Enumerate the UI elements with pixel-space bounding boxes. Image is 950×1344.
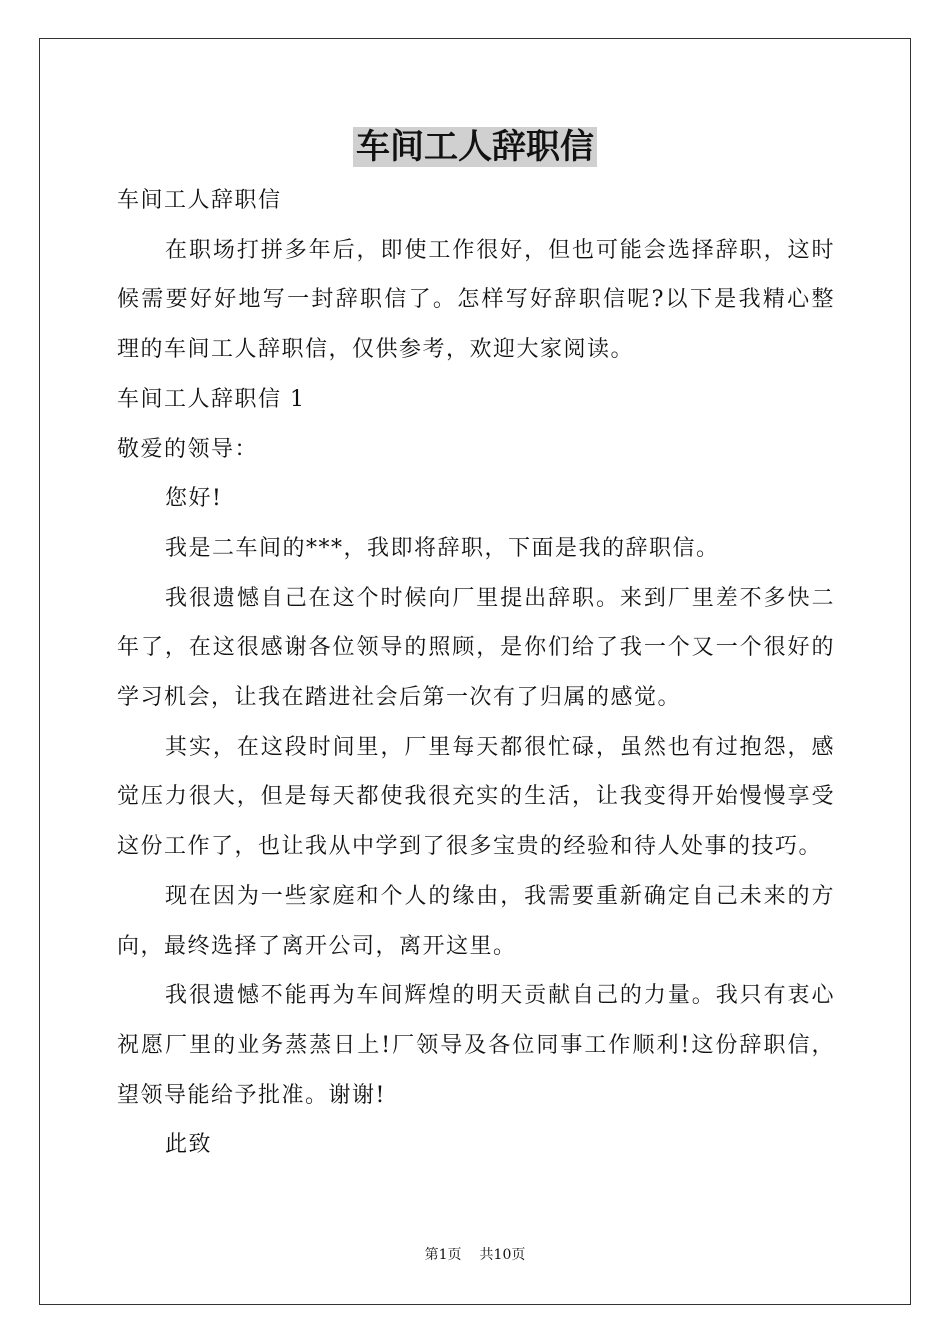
body-paragraph: 在职场打拼多年后，即使工作很好，但也可能会选择辞职，这时候需要好好地写一封辞职信了。怎样写好辞职信呢?以下是我精心整理的车间工人辞职信，仅供参考，欢迎大家阅读。 — [117, 237, 835, 363]
document-title: 车间工人辞职信 — [353, 127, 597, 167]
page-total: 共10页 — [479, 1247, 526, 1263]
body-paragraph: 此致 — [165, 1132, 213, 1158]
page-number: 第1页 — [424, 1247, 462, 1263]
body-paragraph: 我是二车间的***，我即将辞职，下面是我的辞职信。 — [165, 535, 720, 561]
body-paragraph: 现在因为一些家庭和个人的缘由，我需要重新确定自己未来的方向，最终选择了离开公司，离开这里。 — [117, 883, 835, 959]
body-paragraph: 车间工人辞职信 1 — [117, 386, 306, 412]
document-body — [117, 176, 835, 1170]
page-footer — [0, 1244, 950, 1264]
body-paragraph: 敬爱的领导： — [117, 436, 259, 462]
document-title-block — [0, 124, 950, 170]
body-paragraph: 其实，在这段时间里，厂里每天都很忙碌，虽然也有过抱怨，感觉压力很大，但是每天都使我很充实的生活，让我变得开始慢慢享受这份工作了，也让我从中学到了很多宝贵的经验和待人处事的技巧。 — [117, 734, 835, 860]
body-paragraph: 我很遗憾自己在这个时候向厂里提出辞职。来到厂里差不多快二年了，在这很感谢各位领导的照顾，是你们给了我一个又一个很好的学习机会，让我在踏进社会后第一次有了归属的感觉。 — [117, 585, 835, 711]
body-paragraph: 我很遗憾不能再为车间辉煌的明天贡献自己的力量。我只有衷心祝愿厂里的业务蒸蒸日上!厂领导及各位同事工作顺利!这份辞职信，望领导能给予批准。谢谢! — [117, 983, 835, 1108]
body-paragraph: 您好! — [165, 486, 223, 512]
body-paragraph: 车间工人辞职信 — [117, 188, 282, 213]
